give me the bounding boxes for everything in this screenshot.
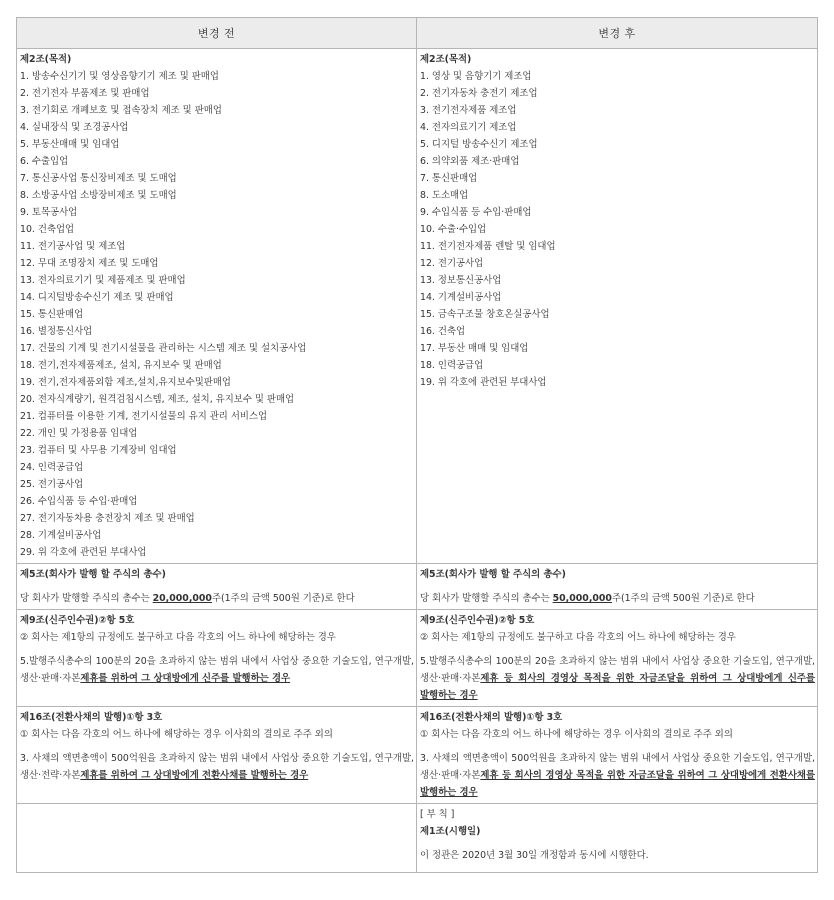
purpose-item: 6. 의약외품 제조·판매업: [420, 156, 520, 167]
purpose-item: 10. 수출·수입업: [420, 224, 487, 235]
article-16-before-clause: [20, 726, 414, 743]
purpose-item: 3. 전기회로 개폐보호 및 접속장치 제조 및 판매업: [20, 105, 222, 116]
article-16-row: [17, 707, 818, 804]
addendum-label: [ 부 칙 ]: [420, 809, 455, 820]
share-count-after: 50,000,000: [552, 593, 612, 604]
circled-number: ①: [20, 729, 29, 740]
purpose-item: 23. 컴퓨터 및 사무용 기계장비 임대업: [20, 445, 177, 456]
purpose-item: 17. 부동산 매매 및 임대업: [420, 343, 529, 354]
text-fragment: 5.발행주식총수의 100분의 20을 초과하지 않는 범위 내에서 사업상 중요한 기술도입, 연구개발,: [20, 656, 414, 667]
article-2-row: [17, 49, 818, 564]
text-fragment: 생산·전략·자본: [20, 770, 81, 781]
text-fragment: 제9조(신주인수권): [420, 615, 499, 626]
purpose-item: 9. 토목공사업: [20, 207, 78, 218]
article-5-before-title: 제5조(회사가 발행 할 주식의 총수): [20, 569, 166, 580]
article-9-before-title: [20, 612, 414, 629]
text-fragment: 당 회사가 발행할 주식의 총수는: [20, 593, 153, 604]
purpose-item: 28. 기계설비공사업: [20, 530, 102, 541]
purpose-item: 10. 건축업업: [20, 224, 75, 235]
text-fragment: 회사는 다음 각호의 어느 하나에 해당하는 경우 이사회의 결의로 주주 외의: [28, 729, 333, 740]
addendum-before-cell: [17, 804, 417, 873]
underlined-text: 제휴 등 회사의 경영상 목적을 위한 자금조달을 위하여 그 상대방에게 전환사채를 발행하는 경우: [420, 770, 815, 798]
purpose-item: 18. 인력공급업: [420, 360, 484, 371]
purpose-item: 1. 영상 및 음향기기 제조업: [420, 71, 532, 82]
purpose-item: 4. 전자의료기기 제조업: [420, 122, 517, 133]
purpose-item: 16. 별정통신사업: [20, 326, 93, 337]
article-16-before-title: [20, 709, 414, 726]
article-9-before-item: [20, 653, 414, 687]
addendum-title: 제1조(시행일): [420, 826, 481, 837]
purpose-item: 17. 건물의 기계 및 전기시설물을 관리하는 시스템 제조 및 설치공사업: [20, 343, 307, 354]
article-16-after-cell: [417, 707, 818, 804]
article-5-after-text: [420, 590, 815, 607]
text-fragment: 제16조(전환사채의 발행): [420, 712, 527, 723]
purpose-item: 19. 전기,전자제품외함 제조,설치,유지보수및판매업: [20, 377, 231, 388]
purpose-item: 3. 전기전자제품 제조업: [420, 105, 517, 116]
addendum-text: 이 정관은 2020년 3월 30일 개정함과 동시에 시행한다.: [420, 850, 649, 861]
purpose-item: 16. 건축업: [420, 326, 466, 337]
circled-number: ①: [420, 729, 429, 740]
purpose-item: 15. 통신판매업: [20, 309, 84, 320]
circled-number: ②: [98, 615, 107, 626]
underlined-text: 제휴를 위하여 그 상대방에게 신주를 발행하는 경우: [80, 673, 291, 684]
article-16-before-item: [20, 750, 414, 784]
text-fragment: 5.발행주식총수의 100분의 20을 초과하지 않는 범위 내에서 사업상 중요한 기술도입, 연구개발,: [420, 656, 815, 667]
article-9-after-title: [420, 612, 815, 629]
circled-number: ①: [526, 712, 535, 723]
purpose-item: 22. 개인 및 가정용품 임대업: [20, 428, 138, 439]
purpose-item: 19. 위 각호에 관련된 부대사업: [420, 377, 547, 388]
purpose-item: 27. 전기자동차용 충전장치 제조 및 판매업: [20, 513, 195, 524]
text-fragment: 제9조(신주인수권): [20, 615, 99, 626]
article-2-after-title: 제2조(목적): [420, 54, 472, 65]
purpose-item: 5. 부동산매매 및 임대업: [20, 139, 120, 150]
text-fragment: 생산·판매·자본: [420, 770, 481, 781]
circled-number: ②: [20, 632, 29, 643]
text-fragment: 항 3호: [534, 712, 563, 723]
purpose-item: 13. 전자의료기기 및 제품제조 및 판매업: [20, 275, 186, 286]
header-after: 변경 후: [417, 18, 818, 49]
articles-comparison-table: [16, 17, 818, 873]
text-fragment: 주(1주의 금액 500원 기준)로 한다: [611, 593, 755, 604]
purpose-item: 13. 정보통신공사업: [420, 275, 502, 286]
addendum-after-cell: [417, 804, 818, 873]
purpose-item: 18. 전기,전자제품제조, 설치, 유지보수 및 판매업: [20, 360, 222, 371]
text-fragment: 회사는 제1항의 규정에도 불구하고 다음 각호의 어느 하나에 해당하는 경우: [428, 632, 736, 643]
header-before: 변경 전: [17, 18, 417, 49]
article-2-after-list: [420, 68, 815, 391]
addendum-row: [17, 804, 818, 873]
article-5-before-text: [20, 590, 414, 607]
text-fragment: 생산·판매·자본: [20, 673, 81, 684]
circled-number: ②: [498, 615, 507, 626]
article-5-before-cell: [17, 564, 417, 610]
article-5-row: [17, 564, 818, 610]
circled-number: ②: [420, 632, 429, 643]
text-fragment: 항 5호: [106, 615, 135, 626]
article-16-before-cell: [17, 707, 417, 804]
purpose-item: 29. 위 각호에 관련된 부대사업: [20, 547, 147, 558]
text-fragment: 제16조(전환사채의 발행): [20, 712, 127, 723]
article-9-before-cell: [17, 610, 417, 707]
purpose-item: 7. 통신판매업: [420, 173, 478, 184]
article-2-before-cell: [17, 49, 417, 564]
purpose-item: 11. 전기전자제품 렌탈 및 임대업: [420, 241, 556, 252]
text-fragment: 회사는 제1항의 규정에도 불구하고 다음 각호의 어느 하나에 해당하는 경우: [28, 632, 336, 643]
text-fragment: 주(1주의 금액 500원 기준)로 한다: [211, 593, 355, 604]
share-count-before: 20,000,000: [152, 593, 212, 604]
purpose-item: 14. 기계설비공사업: [420, 292, 502, 303]
article-9-row: [17, 610, 818, 707]
purpose-item: 11. 전기공사업 및 제조업: [20, 241, 126, 252]
underlined-text: 제휴를 위하여 그 상대방에게 전환사채를 발행하는 경우: [80, 770, 309, 781]
purpose-item: 26. 수입식품 등 수입·판매업: [20, 496, 138, 507]
purpose-item: 25. 전기공사업: [20, 479, 84, 490]
article-16-after-item: [420, 750, 815, 801]
purpose-item: 12. 전기공사업: [420, 258, 484, 269]
purpose-item: 8. 도소매업: [420, 190, 469, 201]
purpose-item: 6. 수출입업: [20, 156, 69, 167]
article-2-after-cell: [417, 49, 818, 564]
article-16-after-title: [420, 709, 815, 726]
article-2-before-title: 제2조(목적): [20, 54, 72, 65]
text-fragment: 회사는 다음 각호의 어느 하나에 해당하는 경우 이사회의 결의로 주주 외의: [428, 729, 733, 740]
purpose-item: 1. 방송수신기기 및 영상음향기기 제조 및 판매업: [20, 71, 219, 82]
purpose-item: 4. 실내장식 및 조경공사업: [20, 122, 129, 133]
article-5-after-title: 제5조(회사가 발행 할 주식의 총수): [420, 569, 566, 580]
header-row: [17, 18, 818, 49]
purpose-item: 8. 소방공사업 소방장비제조 및 도매업: [20, 190, 177, 201]
article-9-after-clause: [420, 629, 815, 646]
article-5-after-cell: [417, 564, 818, 610]
article-16-after-clause: [420, 726, 815, 743]
text-fragment: 생산·판매·자본: [420, 673, 481, 684]
purpose-item: 21. 컴퓨터를 이용한 기계, 전기시설물의 유지 관리 서비스업: [20, 411, 268, 422]
article-9-after-cell: [417, 610, 818, 707]
purpose-item: 12. 무대 조명장치 제조 및 도매업: [20, 258, 159, 269]
purpose-item: 5. 디지털 방송수신기 제조업: [420, 139, 538, 150]
purpose-item: 9. 수입식품 등 수입·판매업: [420, 207, 532, 218]
purpose-item: 14. 디지털방송수신기 제조 및 판매업: [20, 292, 174, 303]
article-2-before-list: [20, 68, 414, 561]
article-9-before-clause: [20, 629, 414, 646]
underlined-text: 제휴 등 회사의 경영상 목적을 위한 자금조달을 위하여 그 상대방에게 신주를 발행하는 경우: [420, 673, 815, 701]
circled-number: ①: [126, 712, 135, 723]
text-fragment: 3. 사채의 액면총액이 500억원을 초과하지 않는 범위 내에서 사업상 중요한 기술도입, 연구개발,: [420, 753, 815, 764]
purpose-item: 24. 인력공급업: [20, 462, 84, 473]
text-fragment: 항 5호: [506, 615, 535, 626]
purpose-item: 15. 금속구조물 창호온실공사업: [420, 309, 550, 320]
purpose-item: 2. 전기전자 부품제조 및 판매업: [20, 88, 150, 99]
text-fragment: 3. 사채의 액면총액이 500억원을 초과하지 않는 범위 내에서 사업상 중요한 기술도입, 연구개발,: [20, 753, 414, 764]
purpose-item: 2. 전기자동차 충전기 제조업: [420, 88, 538, 99]
text-fragment: 당 회사가 발행할 주식의 총수는: [420, 593, 553, 604]
purpose-item: 7. 통신공사업 통신장비제조 및 도매업: [20, 173, 177, 184]
purpose-item: 20. 전자식계량기, 원격검침시스템, 제조, 설치, 유지보수 및 판매업: [20, 394, 295, 405]
text-fragment: 항 3호: [134, 712, 163, 723]
article-9-after-item: [420, 653, 815, 704]
